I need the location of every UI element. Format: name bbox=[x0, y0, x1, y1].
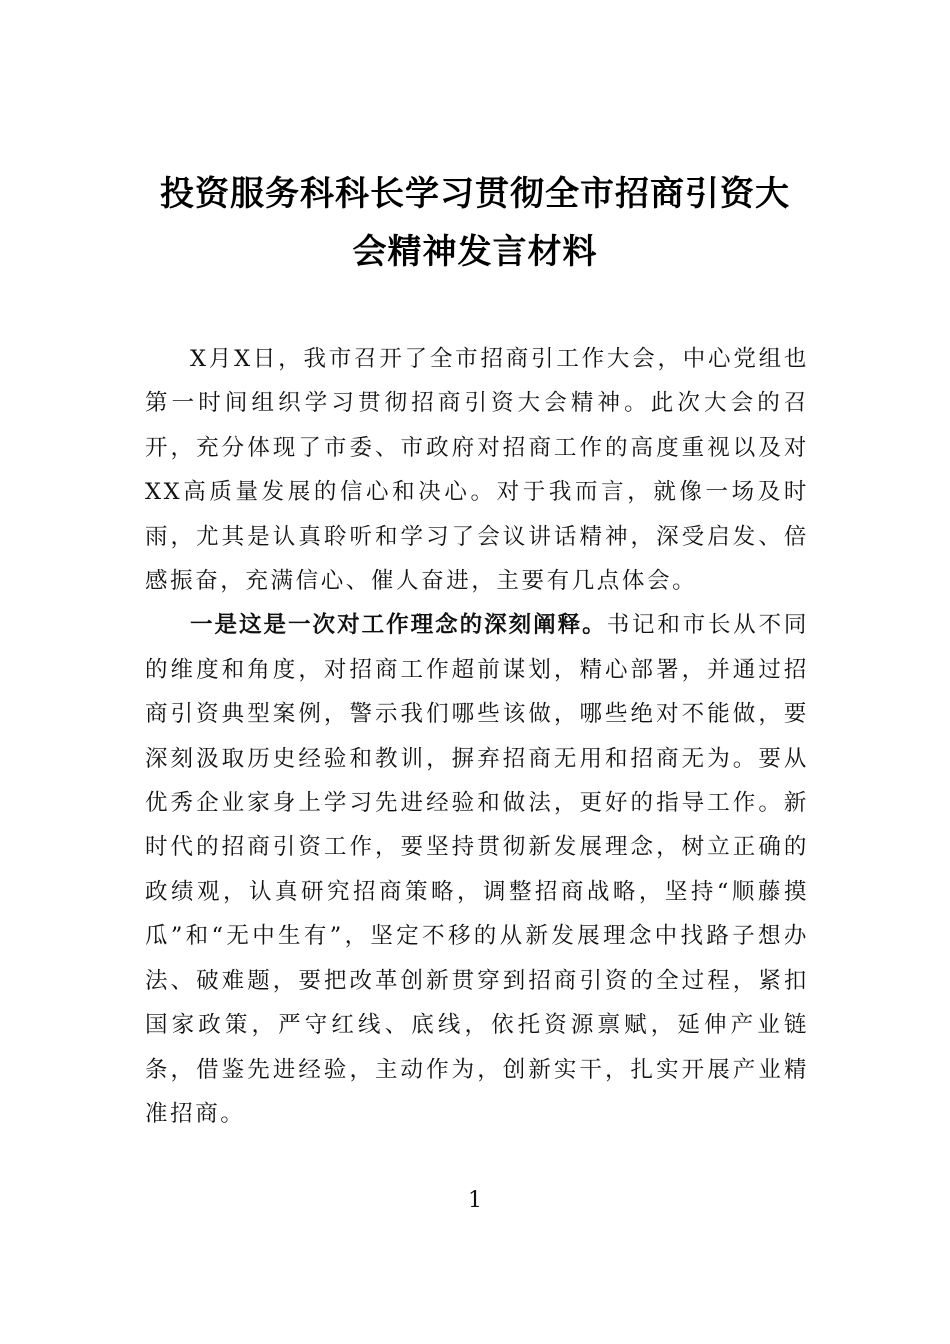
page-number: 1 bbox=[468, 1188, 482, 1213]
document-title bbox=[145, 165, 805, 281]
title-line-2: 会精神发言材料 bbox=[352, 232, 598, 272]
document-body bbox=[145, 337, 809, 1136]
paragraph-intro: X月X日，我市召开了全市招商引工作大会，中心党组也第一时间组织学习贯彻招商引资大会精神。此次大会的召开，充分体现了市委、市政府对招商工作的高度重视以及对XX高质量发展的信心和决心。对于我而言，就像一场及时雨，尤其是认真聆听和学习了会议讲话精神，深受启发、倍感振奋，充满信心、催人奋进，主要有几点体会。 bbox=[145, 346, 809, 595]
title-line-1: 投资服务科科长学习贯彻全市招商引资大 bbox=[160, 174, 790, 214]
paragraph-point-one-text: 书记和市长从不同的维度和角度，对招商工作超前谋划，精心部署，并通过招商引资典型案例，警示我们哪些该做，哪些绝对不能做，要深刻汲取历史经验和教训，摒弃招商无用和招商无为。要从优秀企业家身上学习先进经验和做法，更好的指导工作。新时代的招商引资工作，要坚持贯彻新发展理念，树立正确的政绩观，认真研究招商策略，调整招商战略，坚持“顺藤摸瓜”和“无中生有”，坚定不移的从新发展理念中找路子想办法、破难题，要把改革创新贯穿到招商引资的全过程，紧扣国家政策，严守红线、底线，依托资源禀赋，延伸产业链条，借鉴先进经验，主动作为，创新实干，扎实开展产业精准招商。 bbox=[145, 612, 809, 1127]
paragraph-lead-heading: 一是这是一次对工作理念的深刻阐释。 bbox=[190, 612, 607, 639]
paragraph-point-one bbox=[145, 603, 809, 1136]
